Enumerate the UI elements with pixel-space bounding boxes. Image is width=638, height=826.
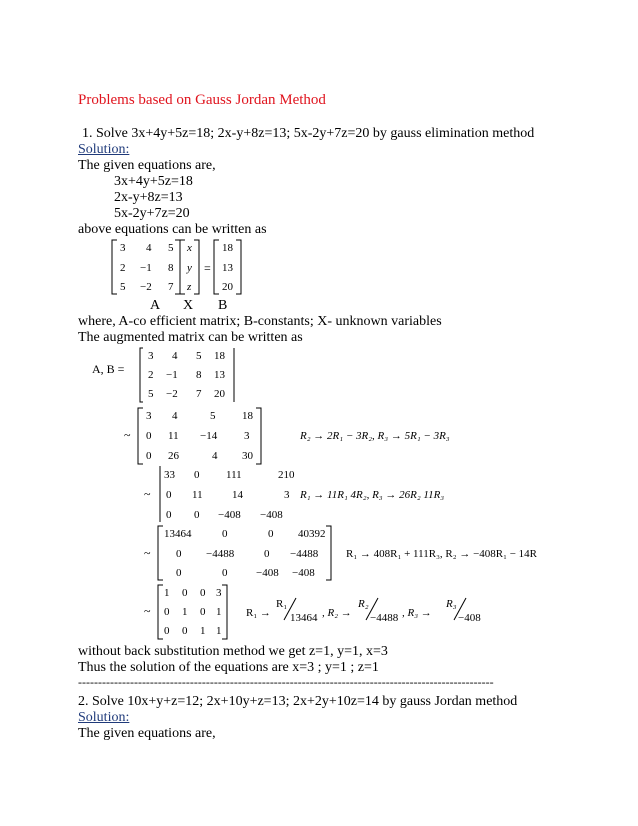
aug4-r2c3: 0 xyxy=(200,606,206,618)
a-r2c3: 8 xyxy=(168,262,174,274)
given-equations-intro-2: The given equations are, xyxy=(78,726,216,741)
aug0-r3c3: 7 xyxy=(196,388,202,400)
aug2-r1c3: 111 xyxy=(226,469,242,481)
aug1-r3c4: 30 xyxy=(242,450,253,462)
conclusion-text: Thus the solution of the equations are x=3 ; y=1 ; z=1 xyxy=(78,660,379,675)
aug4-r3c3: 1 xyxy=(200,625,206,637)
row-operation-2: R₁ → 11R₁ 4R₂, R₃ → 26R₂ 11R₃ xyxy=(300,489,445,501)
aug0-r3c4: 20 xyxy=(214,388,225,400)
equation-1: 3x+4y+5z=18 xyxy=(114,174,193,189)
tilde-4: ~ xyxy=(144,604,151,618)
written-as-text: above equations can be written as xyxy=(78,222,267,237)
b-r3: 20 xyxy=(222,281,233,293)
a-r1c3: 5 xyxy=(168,242,174,254)
aug3-right-bracket xyxy=(326,526,332,580)
aug3-r1c3: 0 xyxy=(268,528,274,540)
aug0-r1c4: 18 xyxy=(214,350,225,362)
aug2-r1c4: 210 xyxy=(278,469,295,481)
aug2-r3c2: 0 xyxy=(194,509,200,521)
b-r2: 13 xyxy=(222,262,233,274)
vector-b-right-bracket xyxy=(236,240,242,294)
aug0-r2c4: 13 xyxy=(214,369,225,381)
aug3-r2c4: −4488 xyxy=(290,548,319,560)
a-r2c2: −1 xyxy=(140,262,152,274)
aug2-r2c2: 11 xyxy=(192,489,203,501)
aug0-right-bracket xyxy=(232,348,238,402)
label-a: A xyxy=(150,298,161,313)
aug3-r2c1: 0 xyxy=(176,548,182,560)
aug0-r2c2: −1 xyxy=(166,369,178,381)
a-r2c1: 2 xyxy=(120,262,126,274)
op4-r2-den: −4488 xyxy=(370,612,399,624)
aug3-r3c2: 0 xyxy=(222,567,228,579)
aug4-right-bracket xyxy=(222,585,228,639)
aug0-r1c1: 3 xyxy=(148,350,154,362)
aug2-r3c1: 0 xyxy=(166,509,172,521)
op4-r2-arrow: , R₂ → xyxy=(322,607,352,619)
x-r1: x xyxy=(187,242,192,254)
vector-x-left-bracket xyxy=(180,240,186,294)
b-r1: 18 xyxy=(222,242,233,254)
aug3-r3c1: 0 xyxy=(176,567,182,579)
vector-x-right-bracket xyxy=(194,240,200,294)
aug1-r1c4: 18 xyxy=(242,410,253,422)
aug4-r2c2: 1 xyxy=(182,606,188,618)
a-r3c2: −2 xyxy=(140,281,152,293)
op4-r1-num: R₁ xyxy=(276,598,288,610)
aug2-r2c4: 3 xyxy=(284,489,290,501)
aug4-r3c1: 0 xyxy=(164,625,170,637)
aug0-r3c2: −2 xyxy=(166,388,178,400)
aug1-r2c4: 3 xyxy=(244,430,250,442)
aug1-right-bracket xyxy=(256,408,262,464)
aug1-left-bracket xyxy=(138,408,144,464)
label-b: B xyxy=(218,298,228,313)
problem-1-statement: 1. Solve 3x+4y+5z=18; 2x-y+8z=13; 5x-2y+7z=20 by gauss elimination method xyxy=(82,126,535,141)
aug3-r2c3: 0 xyxy=(264,548,270,560)
equals-sign: = xyxy=(204,261,211,275)
aug4-r1c4: 3 xyxy=(216,587,222,599)
aug3-r1c1: 13464 xyxy=(164,528,192,540)
aug1-r1c3: 5 xyxy=(210,410,216,422)
aug2-r3c4: −408 xyxy=(260,509,283,521)
aug1-r3c1: 0 xyxy=(146,450,152,462)
op4-r1-den: 13464 xyxy=(290,612,318,624)
aug4-r1c2: 0 xyxy=(182,587,188,599)
a-r3c3: 7 xyxy=(168,281,174,293)
aug2-r2c3: 14 xyxy=(232,489,243,501)
aug0-r3c1: 5 xyxy=(148,388,154,400)
op4-r3-den: −408 xyxy=(458,612,481,624)
aug0-left-bracket xyxy=(138,348,144,402)
aug0-r2c1: 2 xyxy=(148,369,154,381)
vector-b-left-bracket xyxy=(214,240,220,294)
aug4-r1c3: 0 xyxy=(200,587,206,599)
aug2-r2c1: 0 xyxy=(166,489,172,501)
op4-r2-num: R₂ xyxy=(358,598,369,610)
aug2-r1c2: 0 xyxy=(194,469,200,481)
tilde-3: ~ xyxy=(144,546,151,560)
x-r2: y xyxy=(187,262,192,274)
aug4-r3c2: 0 xyxy=(182,625,188,637)
section-separator: -------------------------------------------------------------------------------------------------------- xyxy=(78,675,494,689)
aug1-r3c3: 4 xyxy=(212,450,218,462)
row-operation-3: R₁ → 408R₁ + 111R₃, R₂ → −408R₁ − 14R xyxy=(346,548,537,560)
aug0-r1c3: 5 xyxy=(196,350,202,362)
aug1-r1c1: 3 xyxy=(146,410,152,422)
op4-r3-num: R₃ xyxy=(446,598,457,610)
aug4-r2c4: 1 xyxy=(216,606,222,618)
solution-label-1: Solution: xyxy=(78,142,130,157)
aug1-r3c2: 26 xyxy=(168,450,179,462)
a-r3c1: 5 xyxy=(120,281,126,293)
aug1-r2c2: 11 xyxy=(168,430,179,442)
given-equations-intro-1: The given equations are, xyxy=(78,158,216,173)
a-r1c1: 3 xyxy=(120,242,126,254)
aug3-r3c4: −408 xyxy=(292,567,315,579)
x-r3: z xyxy=(187,281,192,293)
aug3-r3c3: −408 xyxy=(256,567,279,579)
matrix-a-left-bracket xyxy=(112,240,118,294)
a-r1c2: 4 xyxy=(146,242,152,254)
augmented-intro: The augmented matrix can be written as xyxy=(78,330,303,345)
aug-label: A, B = xyxy=(92,362,125,376)
aug2-r3c3: −408 xyxy=(218,509,241,521)
aug3-r2c2: −4488 xyxy=(206,548,235,560)
equation-3: 5x-2y+7z=20 xyxy=(114,206,190,221)
op4-r3-arrow: , R₃ → xyxy=(402,607,432,619)
aug1-r2c1: 0 xyxy=(146,430,152,442)
page-title: Problems based on Gauss Jordan Method xyxy=(78,92,326,108)
back-substitution-text: without back substitution method we get z=1, y=1, x=3 xyxy=(78,644,388,659)
aug4-r1c1: 1 xyxy=(164,587,170,599)
aug0-r2c3: 8 xyxy=(196,369,202,381)
aug1-r2c3: −14 xyxy=(200,430,218,442)
problem-2-statement: 2. Solve 10x+y+z=12; 2x+10y+z=13; 2x+2y+10z=14 by gauss Jordan method xyxy=(78,694,518,709)
aug0-r1c2: 4 xyxy=(172,350,178,362)
equation-2: 2x-y+8z=13 xyxy=(114,190,183,205)
op4-r1-arrow: R₁ → xyxy=(246,607,271,619)
aug3-r1c2: 0 xyxy=(222,528,228,540)
tilde-2: ~ xyxy=(144,487,151,501)
aug1-r1c2: 4 xyxy=(172,410,178,422)
tilde-1: ~ xyxy=(124,428,131,442)
aug4-r2c1: 0 xyxy=(164,606,170,618)
row-operation-1: R₂ → 2R₁ − 3R₂, R₃ → 5R₁ − 3R₃ xyxy=(300,430,450,442)
label-x: X xyxy=(183,298,194,313)
aug2-r1c1: 33 xyxy=(164,469,175,481)
where-text: where, A-co efficient matrix; B-constants; X- unknown variables xyxy=(78,314,442,329)
solution-label-2: Solution: xyxy=(78,710,130,725)
aug4-r3c4: 1 xyxy=(216,625,222,637)
aug3-r1c4: 40392 xyxy=(298,528,326,540)
